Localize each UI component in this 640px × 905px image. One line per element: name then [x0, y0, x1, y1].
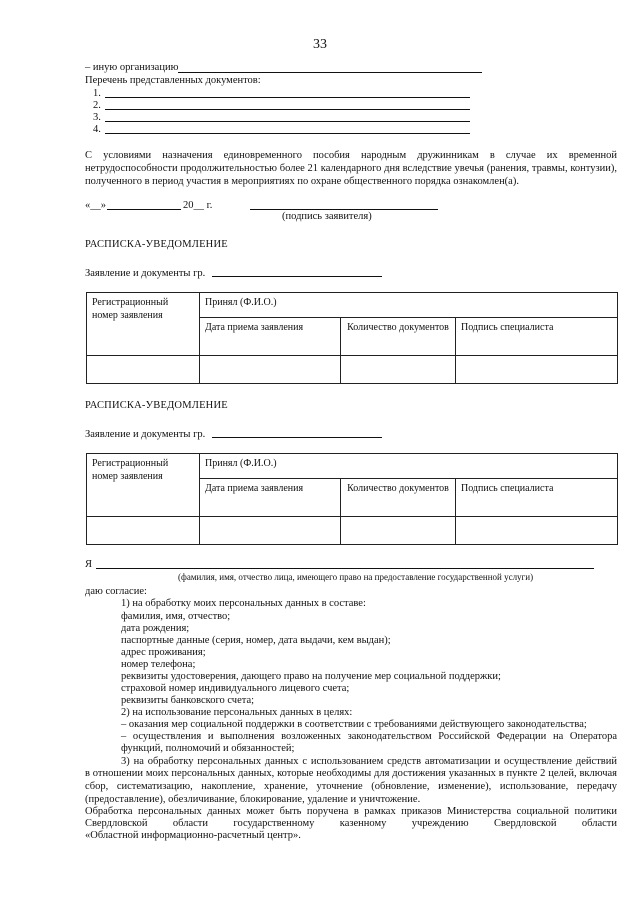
final-line-1: Обработка персональных данных может быть поручена в рамках приказов Министерства социальной политики	[85, 806, 617, 817]
receipt-1-doc-count-cell	[341, 356, 456, 384]
receipt-1-docs-from-label: Заявление и документы гр.	[85, 268, 206, 279]
doc-item-1-line	[105, 97, 470, 98]
receipt-1-specialist-signature-cell	[456, 356, 618, 384]
final-line-3: «Областной информационно-расчетный центр».	[85, 830, 301, 841]
receipt-2-date-received-cell	[200, 517, 341, 545]
receipt-2-citizen-line	[212, 437, 382, 438]
receipt-2-doc-count-cell	[341, 517, 456, 545]
doc-item-2-number: 2.	[93, 100, 101, 111]
consent-data-item: страховой номер индивидуального лицевого счета;	[121, 683, 350, 694]
doc-item-3-number: 3.	[93, 112, 101, 123]
consent-data-item: номер телефона;	[121, 659, 196, 670]
receipt-1-doc-count-header: Количество документов	[341, 318, 456, 356]
consent-data-item: фамилия, имя, отчество;	[121, 611, 231, 622]
other-org-line	[178, 72, 482, 73]
consent-item-1: 1) на обработку моих персональных данных в составе:	[121, 598, 366, 609]
consent-purpose-2-line-1: – осуществления и выполнения возложенных законодательством Российской Федерации на Оператора	[121, 731, 617, 742]
doc-item-1-number: 1.	[93, 88, 101, 99]
other-org-label: – иную организацию	[85, 62, 179, 73]
receipt-1-date-received-cell	[200, 356, 341, 384]
receipt-2-table	[86, 453, 618, 545]
consent-item-3-line-1: 3) на обработку персональных данных с использованием средств автоматизации и осуществление действий	[121, 756, 617, 767]
consent-data-item: реквизиты удостоверения, дающего право на получение мер социальной поддержки;	[121, 671, 501, 682]
consent-name-line	[96, 568, 594, 569]
receipt-1-citizen-line	[212, 276, 382, 277]
consent-data-item: адрес проживания;	[121, 647, 206, 658]
receipt-2-received-by-header: Принял (Ф.И.О.)	[200, 454, 618, 479]
consent-i-label: Я	[85, 559, 93, 570]
consent-item-2: 2) на использование персональных данных в целях:	[121, 707, 353, 718]
doc-item-3-line	[105, 121, 470, 122]
receipt-1-title: РАСПИСКА-УВЕДОМЛЕНИЕ	[85, 239, 228, 250]
consent-item-3-rest: в отношении моих персональных данных, которые необходимы для достижения указанных в пункте 2 целей, включая сбор, систематизацию, накопление, хранение, уточнение (обновление, изменение), использование, передачу (предоставление), обезличивание, блокирование, удаление и уничтожение.	[85, 768, 617, 805]
receipt-1-table	[86, 292, 618, 384]
receipt-2-reg-number-header: Регистрационный номер заявления	[87, 454, 200, 517]
doc-item-4-number: 4.	[93, 124, 101, 135]
consent-purpose-1: – оказания мер социальной поддержки в соответствии с требованиями действующего законодательства;	[121, 719, 587, 730]
date-year: 20__ г.	[183, 200, 213, 211]
consent-data-item: реквизиты банковского счета;	[121, 695, 255, 706]
receipt-1-received-by-header: Принял (Ф.И.О.)	[200, 293, 618, 318]
receipt-2-title: РАСПИСКА-УВЕДОМЛЕНИЕ	[85, 400, 228, 411]
receipt-2-doc-count-header: Количество документов	[341, 479, 456, 517]
receipt-1-reg-number-cell	[87, 356, 200, 384]
receipt-2-date-received-header: Дата приема заявления	[200, 479, 341, 517]
date-month-line	[107, 209, 181, 210]
receipt-1-reg-number-header: Регистрационный номер заявления	[87, 293, 200, 356]
page-number: 33	[313, 37, 327, 52]
final-line-2: Свердловской области государственному казенному учреждению Свердловской области	[85, 818, 617, 829]
documents-list-label: Перечень представленных документов:	[85, 75, 261, 86]
receipt-1-specialist-signature-header: Подпись специалиста	[456, 318, 618, 356]
receipt-2-docs-from-label: Заявление и документы гр.	[85, 429, 206, 440]
receipt-2-specialist-signature-cell	[456, 517, 618, 545]
receipt-1-date-received-header: Дата приема заявления	[200, 318, 341, 356]
consent-data-item: паспортные данные (серия, номер, дата выдачи, кем выдан);	[121, 635, 391, 646]
receipt-2-reg-number-cell	[87, 517, 200, 545]
consent-data-item: дата рождения;	[121, 623, 190, 634]
receipt-2-specialist-signature-header: Подпись специалиста	[456, 479, 618, 517]
consent-give-label: даю согласие:	[85, 586, 147, 597]
doc-item-2-line	[105, 109, 470, 110]
consent-purpose-2-line-2: функций, полномочий и обязанностей;	[121, 743, 295, 754]
applicant-signature-caption: (подпись заявителя)	[282, 211, 372, 222]
consent-name-caption: (фамилия, имя, отчество лица, имеющего право на предоставление государственной услуги)	[178, 572, 534, 582]
doc-item-4-line	[105, 133, 470, 134]
date-quote: «__»	[85, 200, 106, 211]
conditions-paragraph: С условиями назначения единовременного пособия народным дружинникам в случае их временной нетрудоспособности продолжительностью более 21 календарного дня вследствие увечья (ранения, травмы, контузии), полученного в период участия в мероприятиях по охране общественного порядка ознакомлен(а).	[85, 150, 617, 187]
